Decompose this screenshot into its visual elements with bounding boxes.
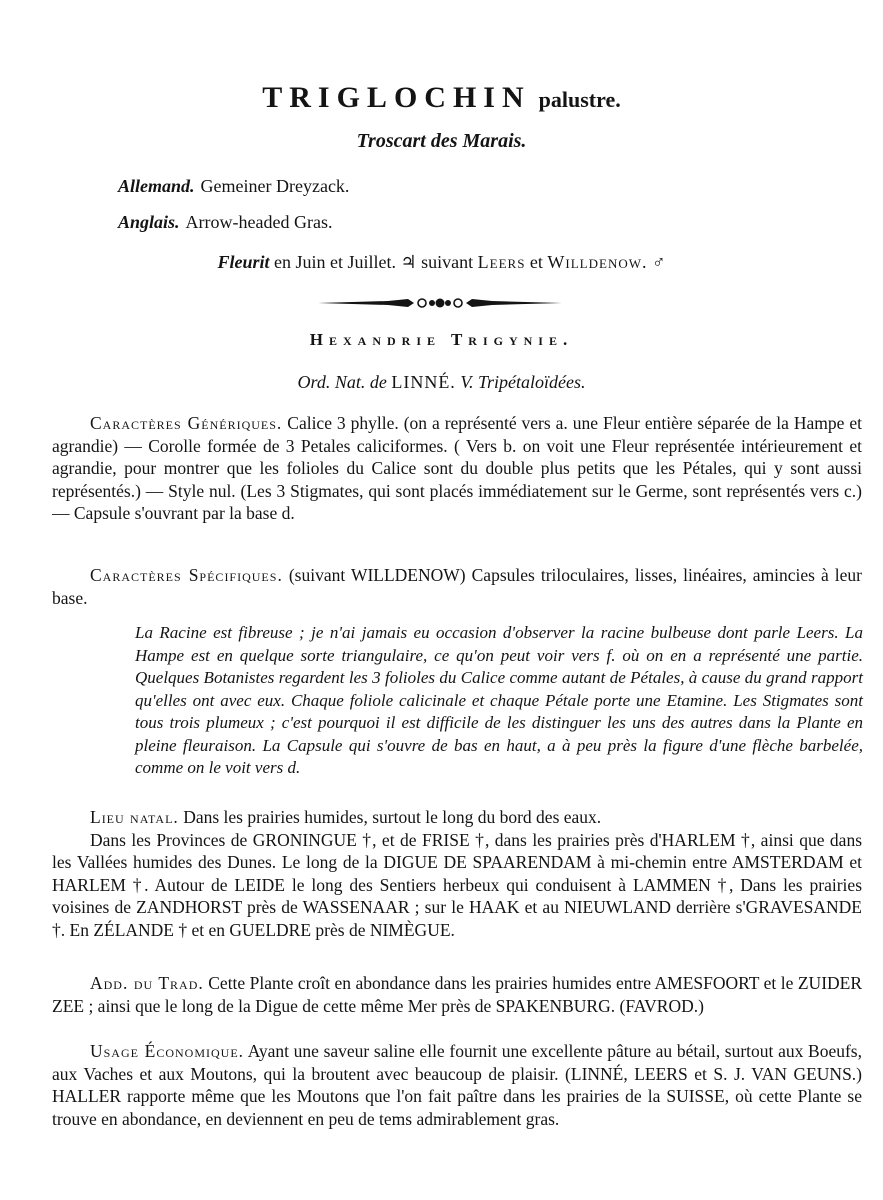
french-name: Troscart des Marais.	[356, 130, 527, 152]
translator-addition	[52, 972, 862, 1017]
author-leers: Leers	[477, 252, 526, 272]
generic-text: Calice 3 phylle. (on a représenté vers a. une Fleur entière séparée de la Hampe et agrandie) — Corolle formée de 3 Petales caliciformes. ( Vers b. on voit une Fleur représentée intérieurement et agrandie, pour montrer que les folioles du Calice sont du double plus petits que les Pétales, qui y sont aussi représentés.) — Style nul. (Les 3 Stigmates, qui sont placés immédiatement sur le Germe, sont représentés vers c.) — Capsule s'ouvrant par la base d.	[52, 413, 862, 523]
perennial-symbol: ♃	[400, 252, 417, 272]
flowering-line	[0, 252, 883, 273]
genus-name: TRIGLOCHIN	[262, 81, 531, 114]
male-symbol: ♂	[652, 252, 666, 272]
generic-heading: Caractères Génériques.	[90, 413, 283, 433]
flowering-et: et	[529, 252, 543, 272]
generic-characters	[52, 412, 862, 525]
habitat-heading: Lieu natal.	[90, 807, 179, 827]
usage-heading: Usage Économique.	[90, 1041, 245, 1061]
species-title	[0, 80, 883, 118]
translator-text: Cette Plante croît en abondance dans les prairies humides entre AMESFOORT et le ZUIDER ZEE ; ainsi que le long de la Digue de cette même Mer près de SPAKENBURG. (FAVROD.)	[52, 973, 863, 1016]
vernacular-name: Gemeiner Dreyzack.	[200, 176, 350, 196]
habitat-locations: Dans les Provinces de GRONINGUE †, et de FRISE †, dans les prairies près d'HARLEM †, ainsi que dans les Vallées humides des Dunes. Le long de la DIGUE DE SPAARENDAM à mi-chemin entre AMSTERDAM et HARLEM †. Autour de LEIDE le long des Sentiers herbeux qui conduisent à LAMMEN †, Dans les prairies voisines de ZANDHORST près de WASSENAAR ; sur le HAAK et au NIEUWLAND derrière s'GRAVESANDE †. En ZÉLANDE † et en GUELDRE près de NIMÈGUE.	[52, 829, 862, 940]
usage-text: Ayant une saveur saline elle fournit une excellente pâture au bétail, surtout aux Boeufs, aux Vaches et aux Moutons, qui la broutent avec beaucoup de plaisir. (LINNÉ, LEERS et S. J. VAN GEUNS.) HALLER rapporte même que les Moutons que l'on fait paître dans les prairies de la SUISSE, où cette Plante se trouve en abondance, en deviennent en peu de tems admirablement gras.	[52, 1041, 862, 1129]
order-author: LINNÉ.	[391, 372, 456, 392]
specific-heading: Caractères Spécifiques.	[90, 565, 283, 585]
flowering-months: en Juin et Juillet.	[274, 252, 396, 272]
plant-description	[135, 622, 863, 780]
vernacular-lang: Allemand.	[118, 176, 195, 196]
vernacular-lang: Anglais.	[118, 212, 180, 232]
description-text: La Racine est fibreuse ; je n'ai jamais eu occasion d'observer la racine bulbeuse dont parle Leers. La Hampe est en quelque sorte triangulaire, ce qu'on peut voir vers f. où on en a représenté une partie. Quelques Botanistes regardent les 3 folioles du Calice comme autant de Pétales, à cause du grand rapport qu'elles ont avec eux. Chaque foliole calicinale et chaque Pétale porte une Etamine. Les Stigmates sont tous trois plumeux ; c'est pourquoi il est difficile de les distinguer les uns des autres dans la Plante en pleine fleuraison. La Capsule qui s'ouvre de bas en haut, a à peu près la figure d'une flèche barbelée, comme on le voit vers d.	[135, 623, 863, 777]
economic-usage	[52, 1040, 862, 1130]
translator-heading: Add. du Trad.	[90, 973, 204, 993]
ornament-divider	[318, 296, 562, 310]
specific-characters	[52, 564, 862, 609]
species-epithet: palustre.	[538, 87, 621, 112]
order-prefix: Ord. Nat. de	[297, 372, 387, 392]
habitat-section	[52, 806, 862, 941]
habitat-text: Dans les prairies humides, surtout le long du bord des eaux.	[183, 807, 602, 827]
author-willdenow: Willdenow.	[547, 252, 648, 272]
specific-text: (suivant WILLDENOW) Capsules triloculaires, lisses, linéaires, amincies à leur base.	[52, 565, 863, 608]
vernacular-english	[118, 212, 332, 233]
flowering-label: Fleurit	[217, 252, 270, 272]
vernacular-german	[118, 176, 349, 197]
flowering-suivant: suivant	[421, 252, 474, 272]
order-suffix: V. Tripétaloïdées.	[460, 372, 586, 392]
linnaean-class: Hexandrie Trigynie.	[309, 330, 574, 349]
natural-order	[0, 372, 883, 393]
vernacular-name: Arrow-headed Gras.	[185, 212, 333, 232]
